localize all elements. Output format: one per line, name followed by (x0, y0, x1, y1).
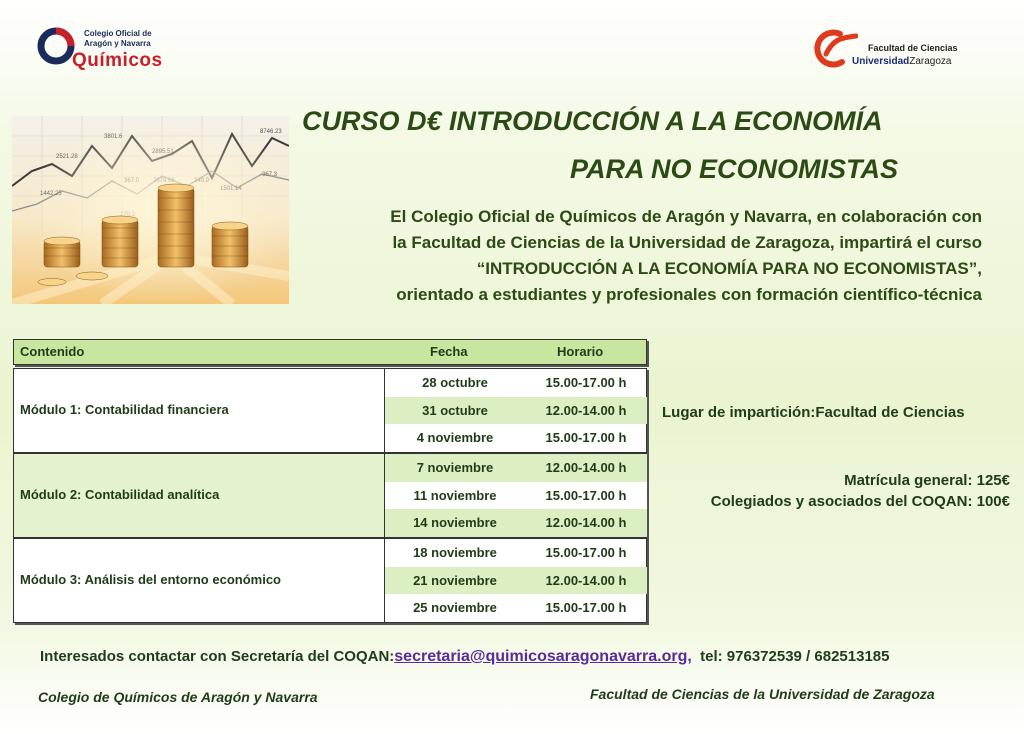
module-1-block (13, 368, 647, 453)
logo-facultad-ciencias (812, 28, 972, 72)
module-2-block (13, 453, 647, 538)
module-name: Módulo 1: Contabilidad financiera (20, 402, 229, 417)
intro-line: “INTRODUCCIÓN A LA ECONOMÍA PARA NO ECONOMISTAS”, (476, 259, 982, 278)
contact-prefix: Interesados contactar con Secretaría del COQAN: (40, 648, 395, 665)
course-title-line1: CURSO D€ INTRODUCCIÓN A LA ECONOMÍA (302, 106, 883, 136)
intro-paragraph (292, 204, 982, 308)
logo-left-big-text: Químicos (72, 50, 163, 71)
course-title-line2: PARA NO ECONOMISTAS (570, 154, 899, 184)
price-general: Matrícula general: 125€ (844, 472, 1010, 489)
module-name: Módulo 2: Contabilidad analítica (20, 487, 220, 502)
intro-line: orientado a estudiantes y profesionales con formación científico-técnica (396, 285, 982, 304)
quimicos-logo-icon (36, 26, 76, 66)
contact-email-link[interactable]: secretaria@quimicosaragonavarra.org, (394, 648, 692, 665)
footer-colegio: Colegio de Químicos de Aragón y Navarra (38, 689, 318, 705)
contact-phone: tel: 976372539 / 682513185 (700, 648, 890, 665)
table-row: 11 noviembre 15.00-17.00 h (385, 482, 647, 510)
module-name: Módulo 3: Análisis del entorno económico (20, 572, 281, 587)
table-row: 18 noviembre 15.00-17.00 h (413, 545, 627, 560)
table-row: 28 octubre 15.00-17.00 h (422, 375, 627, 390)
table-row: 4 noviembre 15.00-17.00 h (416, 430, 627, 446)
coins-chart-photo (12, 116, 289, 304)
logo-colegio-quimicos (36, 26, 166, 76)
price-colegiados: Colegiados y asociados del COQAN: 100€ (710, 493, 1010, 510)
intro-line: El Colegio Oficial de Químicos de Aragón y Navarra, en colaboración con (390, 207, 982, 226)
footer-facultad: Facultad de Ciencias de la Universidad de Zaragoza (590, 686, 935, 702)
logo-right-line1: Facultad de Ciencias (868, 43, 958, 53)
table-row: 7 noviembre 12.00-14.00 h (385, 454, 647, 482)
table-row: 14 noviembre 12.00-14.00 h (385, 509, 647, 537)
logo-left-small-text: Colegio Oficial de Aragón y Navarra (84, 29, 152, 48)
header-horario: Horario (557, 344, 604, 359)
table-header (13, 339, 647, 365)
intro-line: la Facultad de Ciencias de la Universidad de Zaragoza, impartirá el curso (392, 233, 982, 252)
header-contenido: Contenido (20, 344, 85, 359)
logo-right-line2: UniversidadZaragoza (852, 56, 952, 67)
table-row: 31 octubre 12.00-14.00 h (385, 397, 647, 425)
module-3-block (13, 538, 647, 623)
table-row: 25 noviembre 15.00-17.00 h (413, 600, 627, 616)
course-price (650, 470, 1010, 512)
contact-line (40, 648, 889, 666)
course-location: Lugar de impartición:Facultad de Ciencias (662, 404, 965, 421)
table-row: 21 noviembre 12.00-14.00 h (385, 567, 647, 595)
header-fecha: Fecha (430, 344, 468, 359)
